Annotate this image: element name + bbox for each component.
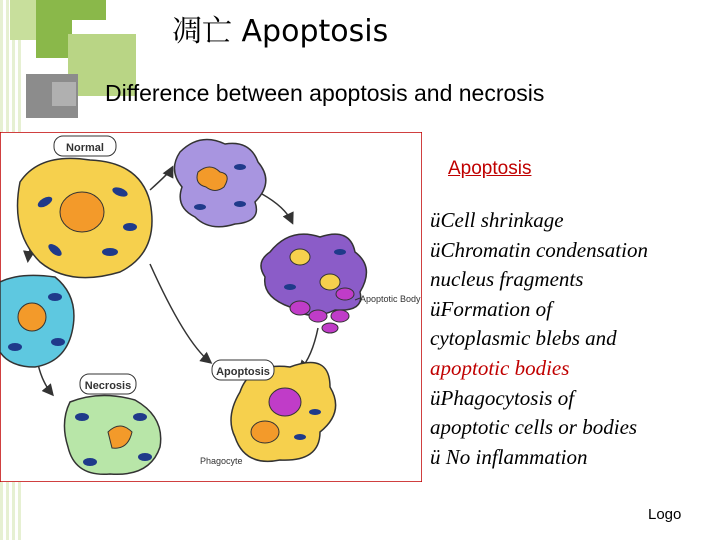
label-apoptotic-body: Apoptotic Body: [360, 294, 421, 304]
label-necrosis: Necrosis: [84, 380, 132, 392]
necrotic-cell: [64, 395, 160, 474]
feature-cell-shrinkage: üCell shrinkage: [430, 208, 564, 232]
decor-block-gray-light: [52, 82, 76, 106]
apoptosis-heading: Apoptosis: [448, 158, 532, 179]
normal-cell: [18, 158, 153, 277]
feature-chromatin-condensation: üChromatin condensation: [430, 237, 648, 262]
label-phagocyte: Phagocyte: [200, 456, 243, 466]
apoptosis-features-list: [430, 206, 715, 472]
slide-title: 凋亡 Apoptosis: [172, 14, 389, 49]
feature-apoptotic-bodies: apoptotic bodies: [430, 355, 570, 380]
cell-death-diagram: [0, 132, 422, 482]
feature-formation-of: üFormation of: [430, 296, 552, 321]
feature-no-inflammation: ü No inflammation: [430, 444, 588, 469]
label-normal: Normal: [66, 142, 104, 154]
logo-text: Logo: [648, 506, 682, 523]
slide-subtitle: Difference between apoptosis and necrosis: [105, 80, 545, 106]
label-apoptosis: Apoptosis: [216, 366, 270, 378]
feature-phagocytosis-of: üPhagocytosis of: [430, 385, 575, 410]
feature-apoptotic-cells: apoptotic cells or bodies: [430, 415, 638, 440]
feature-nucleus-fragments: nucleus fragments: [430, 267, 584, 292]
feature-cytoplasmic-blebs: cytoplasmic blebs and: [430, 326, 617, 351]
